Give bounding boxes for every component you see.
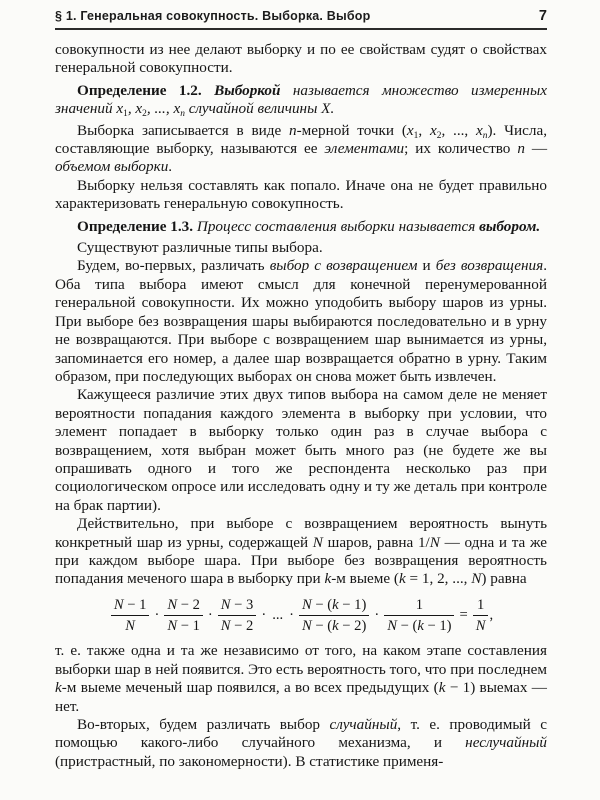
text-run: и <box>417 257 436 275</box>
text-run: случайный <box>329 715 398 733</box>
fraction <box>164 597 203 635</box>
math-text: k <box>417 617 424 634</box>
math-text: − 1) <box>338 596 367 613</box>
text-run: 1 <box>123 109 128 120</box>
math-text: k <box>332 596 339 613</box>
math-text: − 2 <box>230 617 254 634</box>
text-run: , ..., <box>441 121 477 139</box>
text-run: , <box>127 100 136 118</box>
text-run: Процесс составления выборки называется <box>196 217 480 235</box>
fraction-numerator <box>164 597 203 616</box>
text-run: , т. е. проводимый с помощью какого-либо случайного механизма, и <box>55 715 547 752</box>
math-text: − 1 <box>177 617 200 634</box>
paragraph <box>55 218 547 236</box>
text-run: Существуют различные типы выбора. <box>77 239 323 257</box>
running-head <box>55 5 547 26</box>
paragraph <box>55 257 547 386</box>
text-run: n <box>289 121 297 139</box>
formula-operator <box>205 607 216 624</box>
math-text: 1 <box>476 596 485 613</box>
text-run: -м выеме меченый шар появился, а во всех предыдущих ( <box>61 679 439 697</box>
text-run: x <box>135 100 143 118</box>
text-run: N <box>429 533 440 551</box>
math-text: N <box>220 617 231 634</box>
text-run: k <box>55 679 62 697</box>
fraction <box>218 597 257 635</box>
paragraph <box>55 82 547 119</box>
text-run: n <box>517 140 525 158</box>
text-run: без возвращения <box>435 257 544 275</box>
formula-operator <box>151 607 162 624</box>
text-run: , ..., <box>146 100 174 118</box>
fraction-denominator <box>473 616 489 634</box>
text-run: Будем, во-первых, различать <box>77 257 270 275</box>
formula-operator <box>269 607 286 624</box>
fraction <box>299 597 369 635</box>
text-run: N <box>471 570 482 588</box>
text-run: выбором. <box>479 217 541 235</box>
text-run: Определение 1.2. <box>77 81 215 99</box>
page-body <box>55 41 547 771</box>
text-run: N <box>312 533 323 551</box>
text-run: Выборка записывается в виде <box>77 121 290 139</box>
text-run: , <box>418 121 430 139</box>
text-run: 2 <box>142 109 147 120</box>
math-text: − 2) <box>338 617 367 634</box>
math-text: · <box>374 607 380 624</box>
math-text: k <box>332 617 339 634</box>
paragraph <box>55 122 547 177</box>
math-text: , <box>489 607 494 624</box>
math-text: · <box>207 607 213 624</box>
text-run: n <box>180 109 185 120</box>
fraction-denominator <box>384 616 454 634</box>
math-text: · <box>154 607 160 624</box>
fraction-denominator <box>164 616 203 634</box>
page-number: 7 <box>538 8 547 24</box>
text-run: − 1) выемах — нет. <box>55 679 547 715</box>
text-run: x <box>116 100 124 118</box>
math-text: N <box>475 617 486 634</box>
math-text: − 1) <box>423 617 452 634</box>
math-text: N <box>220 596 231 613</box>
text-run: неслучайный <box>465 734 547 752</box>
text-run: Выборку нельзя составлять как попало. Иначе она не будет правильно характеризовать генеральную совокупность. <box>55 176 547 213</box>
text-run: . Оба типа выбора имеют смысл для конечной перенумерованной генеральной совокупности. Их можно уподобить выбору шаров из урны. При выборе без возвращения шары выбираются последовательно и в урну не возвращаются. При выборе с возвращением шар вынимается из урны, запоминается его номер, а далее шар возвращается обратно в урну. Таким образом, при последующих выборах он снова может быть извлечен. <box>55 257 547 385</box>
text-run: 1 <box>413 130 419 141</box>
paragraph <box>55 239 547 257</box>
math-text: N <box>113 596 124 613</box>
text-run: случайной величины X. <box>184 100 335 118</box>
page-content <box>55 5 547 771</box>
math-text: N <box>125 617 136 634</box>
text-run: элементами <box>324 140 405 158</box>
fraction-numerator <box>111 597 150 616</box>
text-run: Выборкой <box>214 81 281 99</box>
text-run: -м выеме ( <box>331 570 399 588</box>
fraction-numerator <box>218 597 257 616</box>
text-run: k <box>438 679 446 697</box>
text-run: = 1, 2, ..., <box>405 570 472 588</box>
text-run: x <box>173 100 181 118</box>
paragraph <box>55 177 547 214</box>
text-run: n <box>482 130 488 141</box>
math-text: − ( <box>311 596 333 613</box>
fraction-numerator <box>299 597 369 616</box>
math-text: = <box>459 607 468 624</box>
paragraph <box>55 716 547 771</box>
text-run: Действительно, при выборе с возвращением вероятность вынуть конкретный шар из урны, содержащей <box>55 515 547 551</box>
math-text: N <box>167 596 178 613</box>
fraction <box>111 597 150 635</box>
fraction-numerator <box>473 597 489 616</box>
paragraph <box>55 386 547 515</box>
text-run: объемом выборки <box>55 158 169 176</box>
math-text: ... <box>272 607 284 624</box>
fraction-denominator <box>299 616 369 634</box>
fraction-denominator <box>111 616 150 634</box>
math-text: 1 <box>415 596 423 613</box>
text-run: k <box>398 570 406 588</box>
math-text: · <box>289 607 295 624</box>
paragraph <box>55 642 547 716</box>
math-text: − 3 <box>230 596 254 613</box>
fraction <box>473 597 489 635</box>
paragraph <box>55 515 547 589</box>
header-rule <box>55 28 547 30</box>
math-text: N <box>387 617 397 634</box>
text-run: . <box>168 158 173 176</box>
text-run: шаров, равна 1/ <box>322 533 430 551</box>
probability-formula <box>55 597 547 635</box>
math-text: N <box>302 596 312 613</box>
formula-operator <box>456 607 470 624</box>
fraction-denominator <box>218 616 257 634</box>
formula-operator <box>371 607 382 624</box>
math-text: · <box>261 607 267 624</box>
paragraph <box>55 41 547 78</box>
text-run: Определение 1.3. <box>77 217 197 235</box>
text-run: ; их количество <box>404 140 518 158</box>
formula-operator <box>489 607 493 624</box>
fraction <box>384 597 454 635</box>
text-run: (пристрастный, по закономерности). В статистике применя- <box>55 752 444 770</box>
running-head-title: § 1. Генеральная совокупность. Выборка. Выбор <box>55 9 371 23</box>
text-run: т. е. также одна и та же независимо от того, на каком этапе составления выборки шар в ней появится. Это есть вероятность того, что при последнем <box>55 642 548 678</box>
text-run: — <box>524 140 548 158</box>
text-run: называется множество измеренных значений <box>55 81 547 118</box>
text-run: ). Числа, составляющие выборку, называются ее <box>55 121 547 158</box>
formula-operator <box>286 607 297 624</box>
math-text: N <box>302 617 312 634</box>
math-text: N <box>167 617 178 634</box>
text-run: совокупности из нее делают выборку и по ее свойствам судят о свойствах генеральной совокупности. <box>55 41 547 77</box>
math-text: − 1 <box>123 596 147 613</box>
formula-operator <box>258 607 269 624</box>
fraction-numerator <box>384 597 454 616</box>
text-run: x <box>476 121 483 139</box>
math-text: − ( <box>311 617 333 634</box>
text-run: Во-вторых, будем различать выбор <box>77 715 330 733</box>
text-run: x <box>429 121 437 139</box>
text-run: x <box>406 121 414 139</box>
math-text: − 2 <box>177 596 200 613</box>
text-run: выбор с возвращением <box>269 257 418 275</box>
text-run: — одна и та же при каждом выборе шара. При выборе без возвращения вероятность попадания меченого шара в выборку при <box>55 533 548 588</box>
text-run: ) равна <box>481 570 527 588</box>
text-run: 2 <box>436 130 442 141</box>
math-text: − ( <box>396 617 418 634</box>
text-run: Кажущееся различие этих двух типов выбора на самом деле не меняет вероятности попадания каждого элемента в выборку при условии, что элемент попадает в выборку только один раз в случае выбора с возвращением, хотя выбран может быть много раз (не будете же вы опрашивать одного и того же респондента несколько раз при социологическом опросе или исследовать одну и ту же деталь при контроле на брак партии). <box>55 386 547 514</box>
text-run: -мерной точки ( <box>296 121 407 139</box>
text-run: k <box>324 570 332 588</box>
